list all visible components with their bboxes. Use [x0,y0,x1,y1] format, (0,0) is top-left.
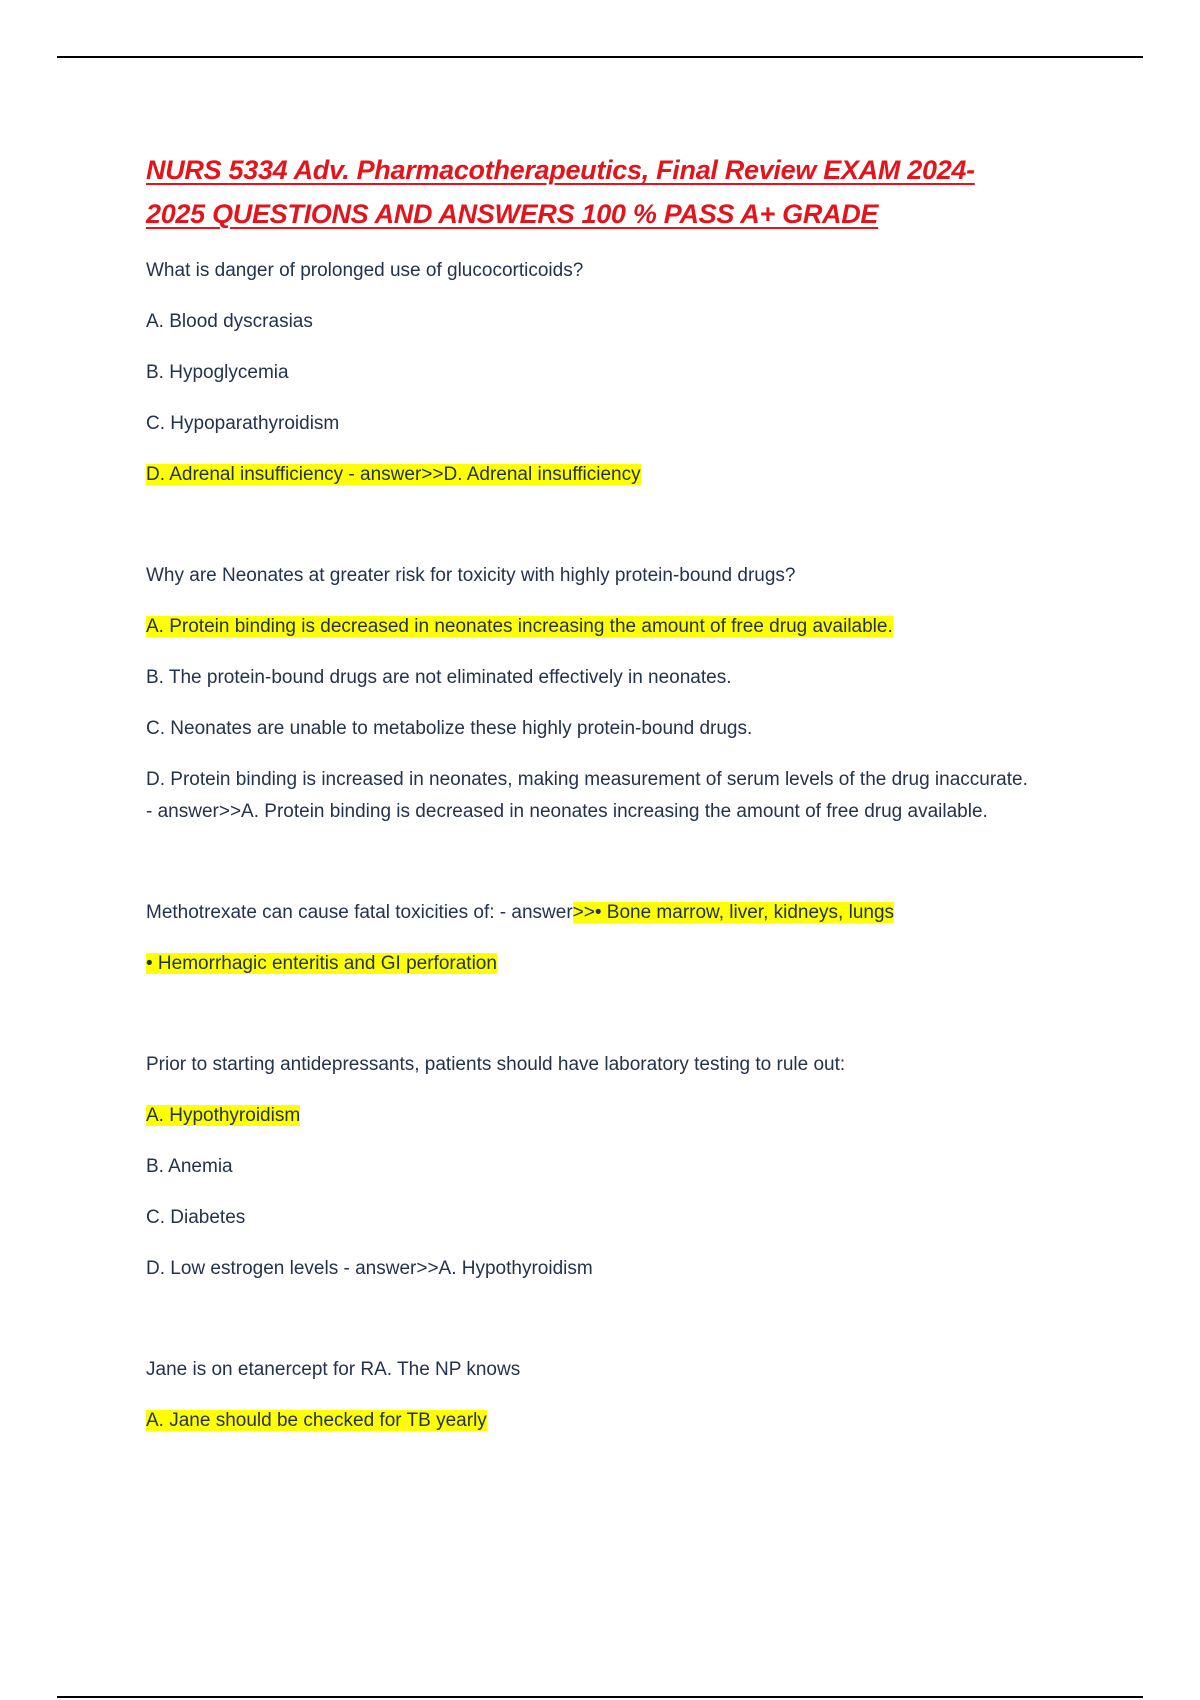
document-body [146,148,1126,1434]
q1-option-a: A. Blood dyscrasias [146,311,313,332]
q2-option-c: C. Neonates are unable to metabolize these highly protein-bound drugs. [146,718,753,739]
q4-option-b: B. Anemia [146,1156,233,1177]
q4-option-c: C. Diabetes [146,1207,246,1228]
q4-option-a-highlight: A. Hypothyroidism [146,1105,301,1126]
q5-option-a-highlight: A. Jane should be checked for TB yearly [146,1410,487,1431]
q1-option-d-answer: D. Adrenal insufficiency - answer>>D. Adrenal insufficiency [146,464,641,485]
question-4: Prior to starting antidepressants, patients should have laboratory testing to rule out: [146,1054,846,1075]
question-5: Jane is on etanercept for RA. The NP knows [146,1359,521,1380]
q1-option-c: C. Hypoparathyroidism [146,413,340,434]
q1-option-b: B. Hypoglycemia [146,362,289,383]
title-line-1: NURS 5334 Adv. Pharmacotherapeutics, Final Review EXAM 2024- [146,155,975,185]
document-title [146,148,1126,236]
q2-option-d: D. Protein binding is increased in neonates, making measurement of serum levels of the drug inaccurate. [146,769,1028,790]
q3-prefix: Methotrexate can cause fatal toxicities of: - answer [146,902,573,923]
question-1: What is danger of prolonged use of glucocorticoids? [146,260,584,281]
q2-option-b: B. The protein-bound drugs are not eliminated effectively in neonates. [146,667,732,688]
q2-option-a-highlight: A. Protein binding is decreased in neonates increasing the amount of free drug available. [146,616,893,637]
q2-answer: - answer>>A. Protein binding is decreased in neonates increasing the amount of free drug available. [146,801,988,822]
top-rule [57,56,1143,58]
q3-answer-line-2: • Hemorrhagic enteritis and GI perforation [146,953,497,974]
q4-option-d-answer: D. Low estrogen levels - answer>>A. Hypothyroidism [146,1258,593,1279]
title-line-2: 2025 QUESTIONS AND ANSWERS 100 % PASS A+ GRADE [146,199,879,229]
q3-answer-highlight: >>• Bone marrow, liver, kidneys, lungs [572,902,895,923]
bottom-rule [57,1696,1143,1698]
question-3 [146,900,1126,926]
question-2: Why are Neonates at greater risk for toxicity with highly protein-bound drugs? [146,565,796,586]
